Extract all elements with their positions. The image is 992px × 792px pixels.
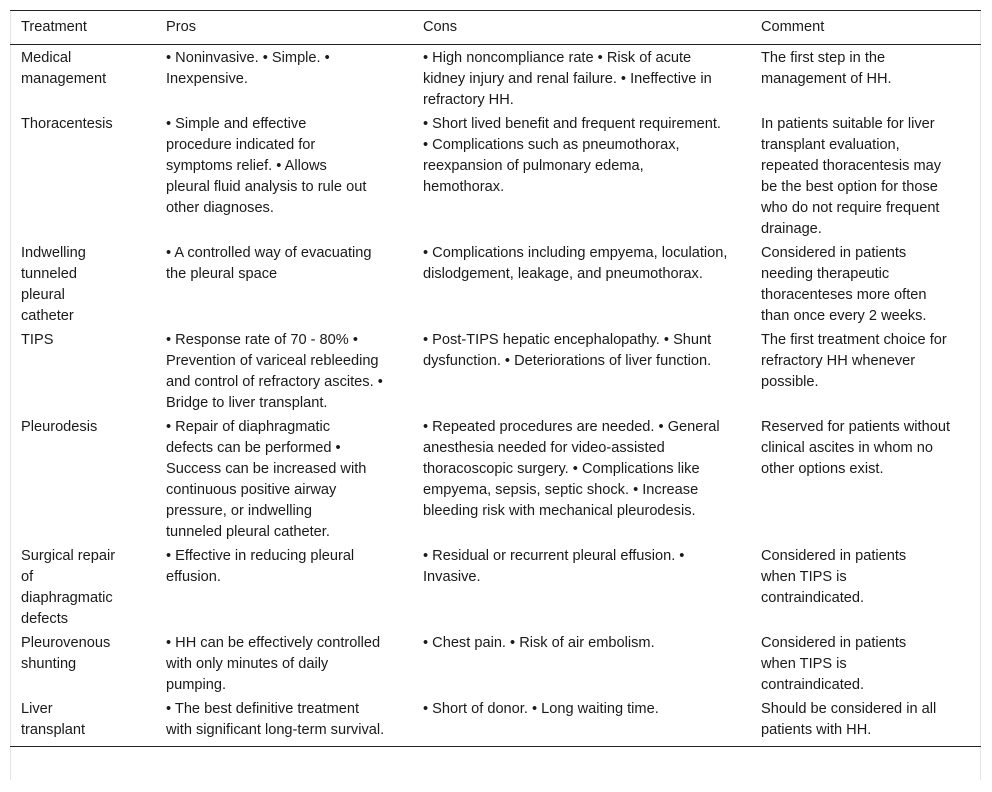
cell-pros: • Noninvasive. • Simple. • Inexpensive. (166, 50, 330, 87)
cell-cons: • Chest pain. • Risk of air embolism. (423, 635, 655, 651)
table-row (10, 697, 981, 747)
cell-cons: • Short of donor. • Long waiting time. (412, 697, 750, 747)
table-body (10, 45, 981, 747)
cell-comment: The first step in the management of HH. (761, 50, 892, 87)
cell-cons: • High noncompliance rate • Risk of acute kidney injury and renal failure. • Ineffective in refractory HH. (423, 50, 712, 108)
cell-cons: • Short lived benefit and frequent requirement. • Complications such as pneumothorax, reexpansion of pulmonary edema, hemothorax. (423, 116, 721, 195)
cell-pros: • Simple and effective procedure indicated for symptoms relief. • Allows pleural fluid analysis to rule out other diagnoses. (166, 116, 367, 216)
table-row (10, 631, 981, 697)
cell-pros: • Effective in reducing pleural effusion. (166, 548, 355, 585)
table-row (10, 328, 981, 415)
header-pros: Pros (155, 11, 412, 45)
table-header (10, 11, 981, 45)
cell-treatment: Pleurodesis (21, 419, 98, 435)
cell-comment: The first treatment choice for refractory HH whenever possible. (761, 332, 947, 390)
cell-comment: In patients suitable for liver transplant evaluation, repeated thoracentesis may be the best option for those who do not require frequent drainage. (761, 116, 942, 237)
cell-treatment: Thoracentesis (21, 116, 113, 132)
header-row (10, 11, 981, 45)
cell-comment: Considered in patients when TIPS is contraindicated. (761, 635, 907, 693)
cell-treatment: Medical management (21, 50, 107, 87)
treatment-comparison-table (10, 10, 981, 747)
cell-cons: • Complications including empyema, loculation, dislodgement, leakage, and pneumothorax. (423, 245, 728, 282)
cell-pros: • A controlled way of evacuating the pleural space (166, 245, 372, 282)
cell-pros: • HH can be effectively controlled with only minutes of daily pumping. (166, 635, 381, 693)
cell-comment: Considered in patients when TIPS is contraindicated. (761, 548, 907, 606)
cell-treatment: Liver transplant (10, 697, 155, 747)
table-row (10, 241, 981, 328)
header-cons: Cons (412, 11, 750, 45)
cell-treatment: TIPS (21, 332, 54, 348)
cell-pros: • The best definitive treatment with significant long-term survival. (155, 697, 412, 747)
cell-pros: • Response rate of 70 - 80% • Prevention of variceal rebleeding and control of refractory ascites. • Bridge to liver transplant. (166, 332, 383, 411)
cell-treatment: Pleurovenous shunting (21, 635, 111, 672)
cell-comment: Considered in patients needing therapeutic thoracenteses more often than once every 2 weeks. (761, 245, 927, 324)
table-row (10, 415, 981, 544)
header-treatment: Treatment (10, 11, 155, 45)
cell-comment: Reserved for patients without clinical ascites in whom no other options exist. (761, 419, 951, 477)
cell-comment: Should be considered in all patients with HH. (750, 697, 981, 747)
treatment-table-container (10, 10, 981, 747)
table-row (10, 45, 981, 113)
cell-treatment: Indwelling tunneled pleural catheter (21, 245, 86, 324)
table-row (10, 112, 981, 241)
cell-cons: • Repeated procedures are needed. • General anesthesia needed for video-assisted thoracoscopic surgery. • Complications like empyema, sepsis, septic shock. • Increase bleeding risk with mechanical pleurodesis. (423, 419, 720, 519)
cell-cons: • Post-TIPS hepatic encephalopathy. • Shunt dysfunction. • Deteriorations of liver function. (423, 332, 712, 369)
cell-treatment: Surgical repair of diaphragmatic defects (21, 548, 116, 627)
cell-cons: • Residual or recurrent pleural effusion. • Invasive. (423, 548, 685, 585)
cell-pros: • Repair of diaphragmatic defects can be performed • Success can be increased with continuous positive airway pressure, or indwelling tunneled pleural catheter. (166, 419, 367, 540)
header-comment: Comment (750, 11, 981, 45)
table-row (10, 544, 981, 631)
